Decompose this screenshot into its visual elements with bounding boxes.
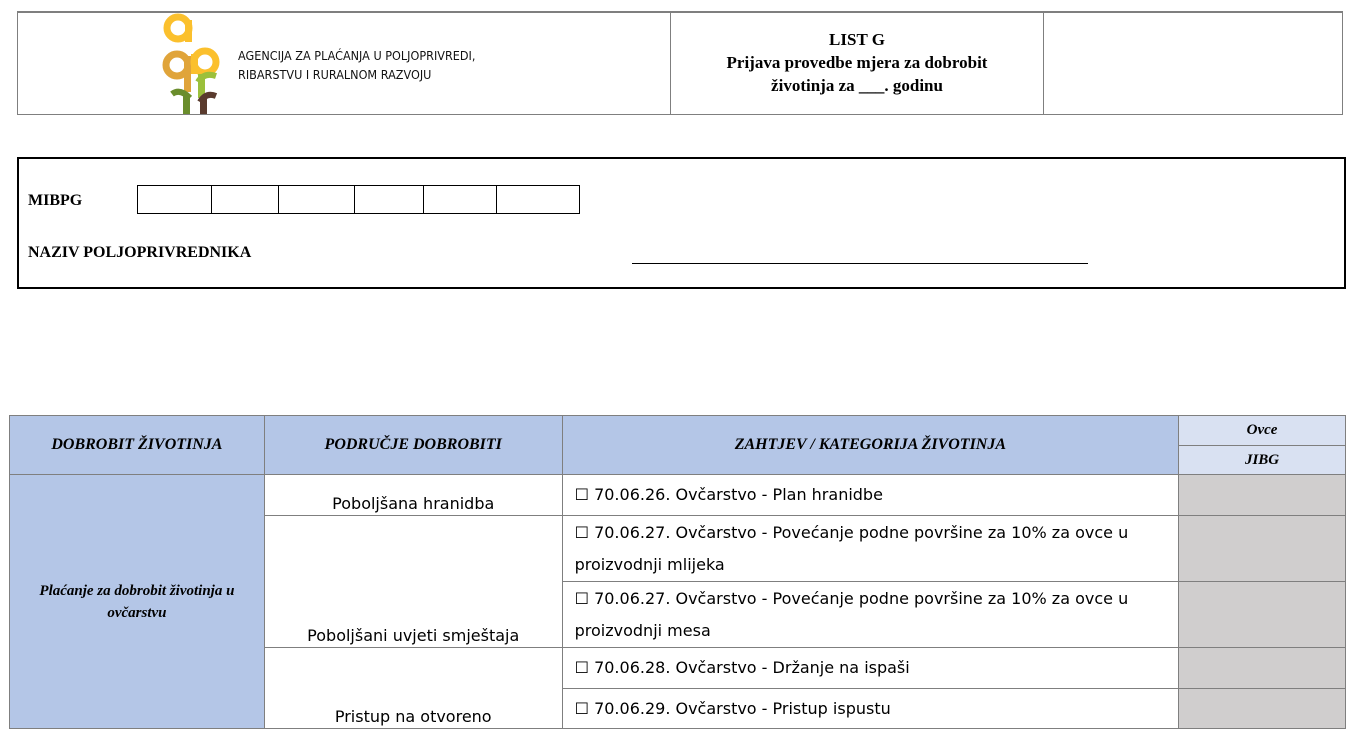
requirement-row — [562, 689, 1178, 729]
measure-cell: Plaćanje za dobrobit životinja u ovčarstvu — [10, 475, 265, 729]
header-ovce: Ovce — [1179, 416, 1346, 446]
mibpg-digit-field[interactable] — [278, 185, 355, 214]
mibpg-digit-field[interactable] — [211, 185, 279, 214]
requirement-text: 70.06.29. Ovčarstvo - Pristup ispustu — [594, 698, 891, 718]
requirement-text: 70.06.27. Ovčarstvo - Povećanje podne površine za 10% za ovce u proizvodnji mlijeka — [574, 522, 1129, 574]
requirement-text: 70.06.26. Ovčarstvo - Plan hranidbe — [594, 485, 883, 504]
jibg-input[interactable] — [1179, 475, 1346, 516]
checkbox[interactable]: ☐ — [574, 588, 589, 608]
header-zahtjev: ZAHTJEV / KATEGORIJA ŽIVOTINJA — [562, 416, 1178, 475]
farmer-name-field[interactable] — [632, 263, 1088, 264]
jibg-input[interactable] — [1179, 689, 1346, 729]
subtitle-1: Prijava provedbe mjera za dobrobit — [726, 53, 988, 72]
area-cell: Poboljšani uvjeti smještaja — [264, 516, 562, 648]
agency-line-1: AGENCIJA ZA PLAĆANJA U POLJOPRIVREDI, — [238, 48, 476, 63]
jibg-input[interactable] — [1179, 582, 1346, 648]
list-title: LIST G — [829, 30, 885, 49]
subtitle-2: životinja za ___. godinu — [771, 76, 943, 95]
area-cell: Poboljšana hranidba — [264, 475, 562, 516]
mibpg-digit-field[interactable] — [423, 185, 497, 214]
farmer-box — [17, 157, 1346, 289]
jibg-input[interactable] — [1179, 516, 1346, 582]
apprrr-logo — [160, 12, 224, 114]
checkbox[interactable]: ☐ — [574, 698, 589, 718]
checkbox[interactable]: ☐ — [574, 485, 589, 504]
checkbox[interactable]: ☐ — [574, 658, 589, 677]
jibg-input[interactable] — [1179, 648, 1346, 689]
mibpg-label: MIBPG — [28, 192, 83, 209]
requirement-row — [562, 475, 1178, 516]
requirement-row — [562, 648, 1178, 689]
header-dobrobit: DOBROBIT ŽIVOTINJA — [10, 416, 265, 475]
header-podrucje: PODRUČJE DOBROBITI — [264, 416, 562, 475]
divider — [1043, 11, 1044, 115]
farmer-name-label: NAZIV POLJOPRIVREDNIKA — [28, 244, 252, 261]
agency-line-2: RIBARSTVU I RURALNOM RAZVOJU — [238, 67, 432, 82]
requirement-row — [562, 516, 1178, 582]
mibpg-digit-field[interactable] — [354, 185, 424, 214]
welfare-table — [9, 415, 1346, 729]
requirement-text: 70.06.28. Ovčarstvo - Držanje na ispaši — [594, 658, 910, 677]
agency-name — [238, 46, 475, 84]
mibpg-digit-field[interactable] — [496, 185, 580, 214]
requirement-row — [562, 582, 1178, 648]
form-title — [671, 28, 1043, 97]
requirement-text: 70.06.27. Ovčarstvo - Povećanje podne površine za 10% za ovce u proizvodnji mesa — [574, 588, 1129, 640]
checkbox[interactable]: ☐ — [574, 522, 589, 542]
area-cell: Pristup na otvoreno — [264, 648, 562, 729]
header-jibg: JIBG — [1179, 446, 1346, 475]
mibpg-digit-field[interactable] — [137, 185, 212, 214]
